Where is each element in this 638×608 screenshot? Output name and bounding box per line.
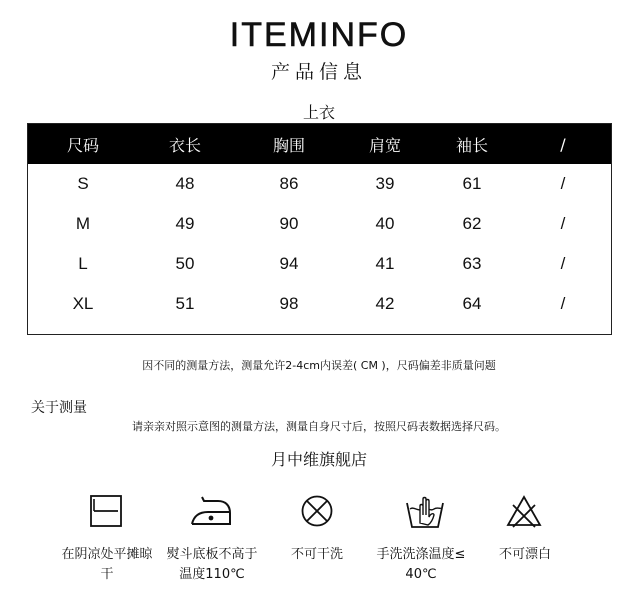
care-label-line: 不可干洗 xyxy=(290,547,343,562)
column-header: / xyxy=(560,134,566,154)
table-cell: XL xyxy=(72,294,94,313)
care-label-line: 在阴凉处平摊晾 xyxy=(61,547,153,562)
table-cell: 49 xyxy=(175,214,195,233)
page-subtitle: 产品信息 xyxy=(270,61,367,83)
table-cell: / xyxy=(560,174,566,193)
table-cell: S xyxy=(77,174,89,193)
column-header: 肩宽 xyxy=(368,135,401,155)
table-row xyxy=(28,204,611,244)
care-label-line: 手洗洗涤温度≤ xyxy=(376,547,466,562)
iron-low-temp-icon xyxy=(188,493,234,529)
table-cell: 62 xyxy=(462,214,482,233)
no-dry-clean-icon xyxy=(299,493,335,529)
column-header: 尺码 xyxy=(66,135,99,155)
column-header: 衣长 xyxy=(168,135,201,155)
care-label-line: 不可漂白 xyxy=(498,547,551,562)
dry-flat-shade-icon xyxy=(88,493,124,529)
table-cell: / xyxy=(560,294,566,313)
table-row xyxy=(28,284,611,324)
table-header xyxy=(28,124,611,164)
table-cell: M xyxy=(75,214,91,233)
table-row xyxy=(28,244,611,284)
care-label-dry-flat xyxy=(52,545,162,585)
table-cell: 86 xyxy=(279,174,299,193)
table-cell: 40 xyxy=(375,214,395,233)
table-cell: 50 xyxy=(175,254,195,273)
section-title: 上衣 xyxy=(302,103,335,122)
store-name: 月中维旗舰店 xyxy=(270,450,367,469)
table-cell: / xyxy=(560,214,566,233)
table-cell: / xyxy=(560,254,566,273)
measure-title: 关于测量 xyxy=(31,400,87,416)
care-label-line: 温度110℃ xyxy=(179,567,245,582)
size-table xyxy=(27,123,612,335)
table-cell: 64 xyxy=(462,294,482,313)
no-bleach-icon xyxy=(505,493,543,529)
table-cell: 48 xyxy=(175,174,195,193)
table-cell: 98 xyxy=(279,294,299,313)
table-cell: 63 xyxy=(462,254,482,273)
care-label-iron xyxy=(157,545,267,585)
care-label-no-dry-clean xyxy=(262,545,372,565)
table-cell: 51 xyxy=(175,294,195,313)
table-cell: 90 xyxy=(279,214,299,233)
column-header: 袖长 xyxy=(455,135,488,155)
table-cell: 61 xyxy=(462,174,482,193)
table-cell: 94 xyxy=(279,254,299,273)
table-cell: L xyxy=(78,254,88,273)
table-cell: 39 xyxy=(375,174,395,193)
table-cell: 41 xyxy=(375,254,395,273)
care-label-line: 干 xyxy=(100,567,114,582)
care-label-line: 40℃ xyxy=(405,567,437,582)
care-label-line: 熨斗底板不高于 xyxy=(166,547,258,562)
care-label-hand-wash xyxy=(366,545,476,585)
hand-wash-icon xyxy=(404,493,446,531)
column-header: 胸围 xyxy=(272,135,305,155)
page-title: ITEMINFO xyxy=(229,16,409,54)
table-row xyxy=(28,164,611,204)
measurement-note: 因不同的测量方法，测量允许2-4cm内误差( CM )，尺码偏差非质量问题 xyxy=(142,359,496,372)
table-cell: 42 xyxy=(375,294,395,313)
measure-text: 请亲亲对照示意图的测量方法，测量自身尺寸后，按照尺码表数据选择尺码。 xyxy=(132,420,506,433)
care-label-no-bleach xyxy=(470,545,580,565)
